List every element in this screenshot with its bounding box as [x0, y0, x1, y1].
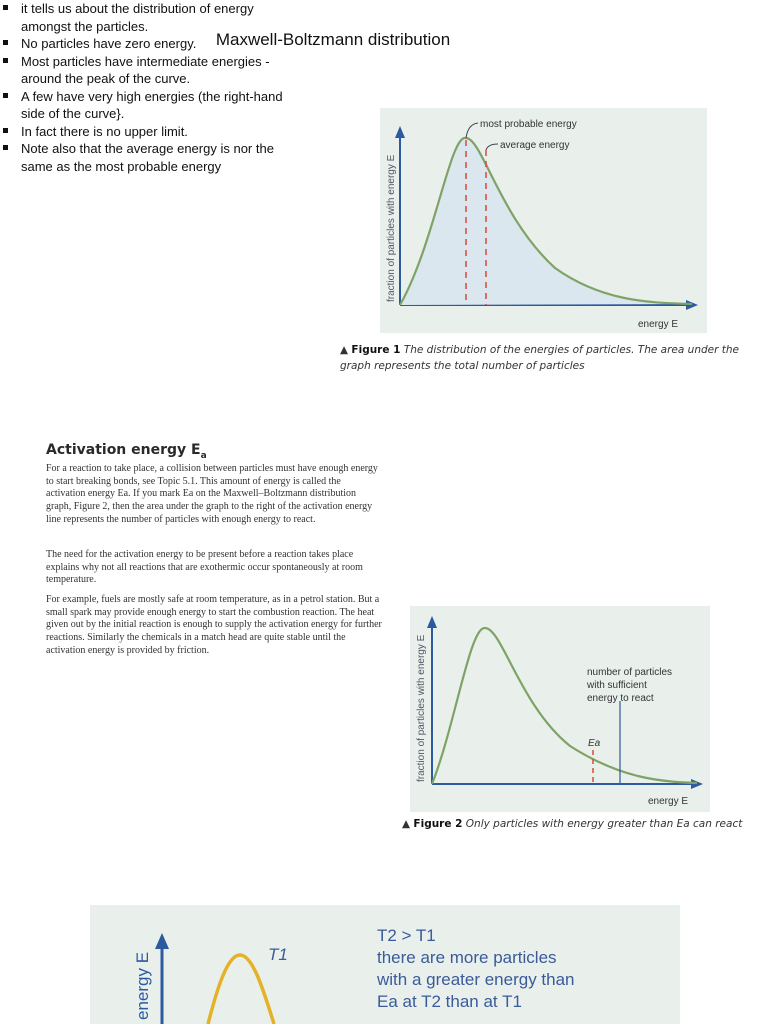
caption-text: Only particles with energy greater than Ea can react: [465, 818, 743, 830]
area-under-curve: [400, 138, 692, 305]
paragraph: For example, fuels are mostly safe at room temperature, as in a petrol station. But a small spark may provide enough energy to start the combustion reaction. The heat given out by the initial reaction is enough to supply the activation energy for further reactions. Similarly the chemicals in a match head are quite stable until the activation energy is provided by friction.: [46, 594, 382, 656]
x-axis-label: energy E: [638, 319, 679, 330]
x-axis-arrow-icon: [686, 300, 698, 310]
annotation-text: number of particles with sufficient energy to react: [587, 667, 673, 704]
bullet-item: Most particles have intermediate energies - around the peak of the curve.: [0, 53, 300, 88]
caption-label: Figure 1: [351, 344, 401, 356]
t1-curve: [208, 955, 274, 1024]
figure2-panel: [410, 606, 710, 812]
bullet-item: In fact there is no upper limit.: [0, 123, 300, 141]
bullet-list: [0, 0, 300, 175]
y-axis-label: energy E: [133, 951, 152, 1020]
caption-label: Figure 2: [413, 818, 463, 830]
paragraph: The need for the activation energy to be present before a reaction takes place explains why not all reactions that are exothermic occur spontaneously at room temperature.: [46, 549, 363, 586]
caption-triangle-icon: ▲: [402, 818, 411, 830]
figure3-graph: [90, 905, 680, 1024]
y-axis-arrow-icon: [155, 933, 169, 949]
note-line: there are more particles: [377, 948, 557, 967]
y-axis-label: fraction of particles with energy E: [386, 154, 397, 302]
y-axis-arrow-icon: [395, 126, 405, 138]
pointer-average: [486, 144, 498, 150]
average-label: average energy: [500, 140, 570, 151]
distribution-curve: [432, 628, 697, 784]
note-line: with a greater energy than: [377, 970, 575, 989]
figure1-caption: [340, 342, 768, 374]
most-probable-label: most probable energy: [480, 119, 577, 130]
bullet-item: Note also that the average energy is nor the same as the most probable energy: [0, 140, 300, 175]
pointer-most-probable: [466, 123, 478, 138]
figure2-caption: [402, 818, 762, 830]
x-axis-arrow-icon: [691, 779, 703, 789]
curve-label: T1: [268, 945, 288, 964]
note-line: Ea at T2 than at T1: [377, 992, 522, 1011]
figure3-panel: [90, 905, 680, 1024]
x-axis-label: energy E: [648, 796, 689, 807]
caption-text: The distribution of the energies of particles. The area under the graph represents the total number of particles: [340, 344, 739, 372]
section-heading: Activation energy $E_a$: [46, 442, 207, 461]
bullet-item: A few have very high energies (the right-hand side of the curve}.: [0, 88, 300, 123]
figure2-graph: [410, 606, 710, 812]
y-axis-arrow-icon: [427, 616, 437, 628]
page-title: Maxwell-Boltzmann distribution: [215, 30, 451, 49]
caption-triangle-icon: ▲: [340, 344, 349, 356]
paragraph: For a reaction to take place, a collision between particles must have enough energy to start breaking bonds, see Topic 5.1. This amount of energy is called the activation energy Ea. If you mark Ea on the Maxwell–Boltzmann distribution graph, Figure 2, then the area under the graph to the right of the activation energy line represents the number of particles with enough energy to react.: [46, 463, 378, 525]
note-line: T2 > T1: [377, 926, 436, 945]
bullet-item: No particles have zero energy.: [0, 35, 300, 53]
y-axis-label: fraction of particles with energy E: [416, 634, 427, 782]
figure1-panel: [380, 108, 707, 333]
bullet-item: it tells us about the distribution of energy amongst the particles.: [0, 0, 300, 35]
ea-label: Ea: [588, 738, 601, 749]
figure1-graph: [380, 108, 707, 333]
